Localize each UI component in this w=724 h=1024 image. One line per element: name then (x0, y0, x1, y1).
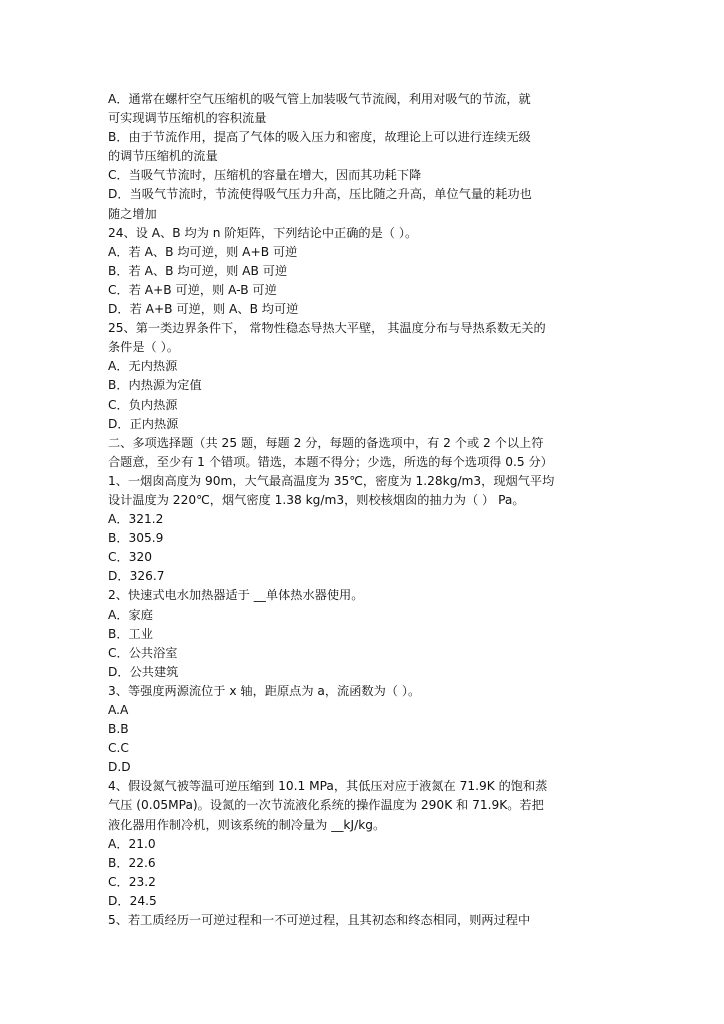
mc-question-1-line-2: 设计温度为 220℃，烟气密度 1.38 kg/m3，则校核烟囱的抽力为（ ） Pa。 (108, 492, 525, 507)
mc-question-5: 5、若工质经历一可逆过程和一不可逆过程，且其初态和终态相同，则两过程中 (108, 913, 531, 928)
q24-option-a: A．若 A、B 均可逆，则 A+B 可逆 (108, 244, 298, 259)
question-25-line-2: 条件是（ ）。 (108, 340, 179, 355)
option-d-line-2: 随之增加 (108, 206, 157, 221)
mc4-option-d: D．24.5 (108, 893, 157, 908)
q25-option-c: C．负内热源 (108, 397, 178, 412)
document-body (108, 90, 628, 930)
mc4-option-a: A．21.0 (108, 836, 156, 851)
q25-option-b: B．内热源为定值 (108, 378, 202, 393)
mc-question-4-line-3: 液化器用作制冷机，则该系统的制冷量为 __kJ/kg。 (108, 817, 386, 832)
mc1-option-b: B．305.9 (108, 531, 164, 546)
mc3-option-d: D.D (108, 760, 131, 775)
option-c-line: C．当吸气节流时，压缩机的容量在增大，因而其功耗下降 (108, 168, 422, 183)
mc3-option-a: A.A (108, 703, 129, 717)
mc4-option-c: C．23.2 (108, 874, 156, 889)
mc2-option-a: A．家庭 (108, 607, 153, 622)
q24-option-b: B．若 A、B 均可逆，则 AB 可逆 (108, 263, 288, 278)
mc-question-1-line-1: 1、一烟囱高度为 90m，大气最高温度为 35℃，密度为 1.28kg/m3，现烟气平均 (108, 473, 555, 488)
q25-option-d: D．正内热源 (108, 416, 179, 431)
question-24: 24、设 A、B 均为 n 阶矩阵，下列结论中正确的是（ ）。 (108, 225, 418, 240)
question-25-line-1: 25、第一类边界条件下， 常物性稳态导热大平壁， 其温度分布与导热系数无关的 (108, 321, 546, 336)
mc2-option-b: B．工业 (108, 626, 153, 641)
mc1-option-c: C．320 (108, 550, 152, 565)
mc-question-4-line-2: 气压 (0.05MPa)。设氮的一次节流液化系统的操作温度为 290K 和 71.9K。若把 (108, 798, 544, 813)
q24-option-c: C．若 A+B 可逆，则 A-B 可逆 (108, 282, 277, 297)
mc-question-3: 3、等强度两源流位于 x 轴，距原点为 a，流函数为（ ）。 (108, 683, 421, 698)
mc2-option-c: C．公共浴室 (108, 645, 178, 660)
mc-question-4-line-1: 4、假设氮气被等温可逆压缩到 10.1 MPa，其低压对应于液氮在 71.9K 的饱和蒸 (108, 779, 548, 794)
mc3-option-b: B.B (108, 722, 129, 737)
section-heading-line-2: 合题意，至少有 1 个错项。错选，本题不得分；少选，所选的每个选项得 0.5 分） (108, 454, 553, 469)
mc2-option-d: D．公共建筑 (108, 664, 179, 679)
option-b-line-2: 的调节压缩机的流量 (108, 149, 218, 164)
mc1-option-a: A．321.2 (108, 512, 164, 527)
section-heading-line-1: 二、多项选择题（共 25 题，每题 2 分，每题的备选项中，有 2 个或 2 个以上符 (108, 435, 544, 450)
option-d-line-1: D．当吸气节流时，节流使得吸气压力升高，压比随之升高，单位气量的耗功也 (108, 187, 532, 202)
option-a-line-2: 可实现调节压缩机的容积流量 (108, 111, 267, 126)
mc1-option-d: D．326.7 (108, 569, 165, 584)
option-b-line-1: B．由于节流作用，提高了气体的吸入压力和密度，故理论上可以进行连续无级 (108, 130, 531, 145)
mc-question-2: 2、快速式电水加热器适于 __单体热水器使用。 (108, 588, 364, 603)
mc3-option-c: C.C (108, 741, 129, 756)
q24-option-d: D．若 A+B 可逆，则 A、B 均可逆 (108, 302, 299, 317)
q25-option-a: A．无内热源 (108, 359, 178, 374)
option-a-line-1: A．通常在螺杆空气压缩机的吸气管上加装吸气节流阀，利用对吸气的节流，就 (108, 92, 531, 106)
mc4-option-b: B．22.6 (108, 855, 156, 870)
